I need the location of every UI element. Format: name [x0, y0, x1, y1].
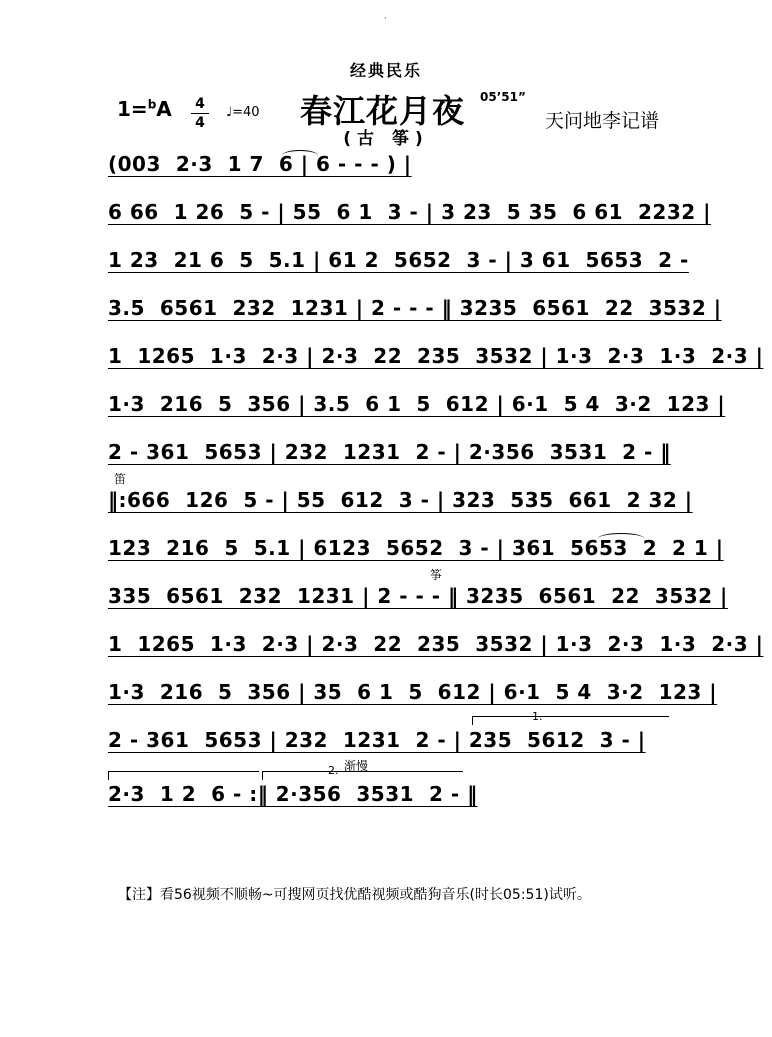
score-row-8	[108, 488, 693, 522]
score-row-9	[108, 536, 724, 570]
score-row-text: 6 66 1 26 5 - | 55 6 1 3 - | 3 23 5 35 6 61 2232 |	[108, 200, 711, 224]
flute-marking: 笛	[114, 472, 127, 486]
score-row-12	[108, 680, 718, 714]
key-prefix: 1=	[117, 97, 148, 121]
key-flat: b	[147, 97, 157, 112]
score-row-10	[108, 584, 728, 618]
score-row-text: 1 1265 1·3 2·3 | 2·3 22 235 3532 | 1·3 2·3 1·3 2·3 |	[108, 344, 764, 368]
tempo-marking: ♩=40	[226, 105, 260, 120]
zheng-marking: 筝	[430, 568, 443, 582]
score-row-5	[108, 344, 764, 378]
score-row-text: ‖:666 126 5 - | 55 612 3 - | 323 535 661 2 32 |	[108, 488, 693, 512]
instrument-label: (古 筝)	[343, 129, 429, 149]
score-row-6	[108, 392, 726, 426]
meter-bar	[191, 113, 209, 114]
score-row-11	[108, 632, 764, 666]
slur-mark	[598, 533, 644, 544]
top-dot: ·	[384, 14, 387, 23]
score-row-text: 1·3 216 5 356 | 35 6 1 5 612 | 6·1 5 4 3·2 123 |	[108, 680, 718, 704]
score-row-text: 2 - 361 5653 | 232 1231 2 - | 235 5612 3 - |	[108, 728, 646, 752]
score-row-13	[108, 728, 676, 762]
first-ending-continuation	[108, 771, 259, 780]
score-row-14	[108, 782, 676, 816]
score-row-2	[108, 200, 711, 234]
score-row-text: 335 6561 232 1231 | 2 - - - ‖ 3235 6561 22 3532 |	[108, 584, 728, 608]
meter-top: 4	[195, 96, 205, 112]
score-row-4	[108, 296, 722, 330]
first-ending-bracket	[472, 716, 669, 725]
key-letter: A	[156, 97, 172, 121]
ritardando-marking: 渐慢	[344, 759, 369, 773]
footnote: 【注】看56视频不顺畅~可搜网页找优酷视频或酷狗音乐(时长05:51)试听。	[118, 887, 591, 903]
meter-bottom: 4	[195, 115, 205, 131]
score-row-text: 2 - 361 5653 | 232 1231 2 - | 2·356 3531 2 - ‖	[108, 440, 671, 464]
duration-label: 05’51”	[480, 90, 526, 104]
score-row-3	[108, 248, 689, 282]
tie-mark	[282, 150, 318, 161]
second-ending-label: 2.	[328, 764, 339, 777]
score-row-text: 1 1265 1·3 2·3 | 2·3 22 235 3532 | 1·3 2·3 1·3 2·3 |	[108, 632, 764, 656]
score-row-text: 2·3 1 2 6 - :‖ 2·356 3531 2 - ‖	[108, 782, 478, 806]
series-title: 经典民乐	[349, 61, 422, 80]
piece-title: 春江花月夜	[300, 92, 466, 130]
score-row-text: 1·3 216 5 356 | 3.5 6 1 5 612 | 6·1 5 4 3·2 123 |	[108, 392, 726, 416]
first-ending-label: 1.	[532, 710, 543, 723]
score-row-text: (003 2·3 1 7 6 | 6 - - - ) |	[108, 152, 412, 176]
score-row-text: 3.5 6561 232 1231 | 2 - - - ‖ 3235 6561 22 3532 |	[108, 296, 722, 320]
score-row-text: 1 23 21 6 5 5.1 | 61 2 5652 3 - | 3 61 5653 2 -	[108, 248, 689, 272]
score-row-1	[108, 152, 676, 186]
score-row-text: 123 216 5 5.1 | 6123 5652 3 - | 361 5653 2 2 1 |	[108, 536, 724, 560]
key-signature	[117, 97, 172, 121]
score-row-7	[108, 440, 676, 474]
transcriber-credit: 天问地李记谱	[545, 110, 660, 132]
